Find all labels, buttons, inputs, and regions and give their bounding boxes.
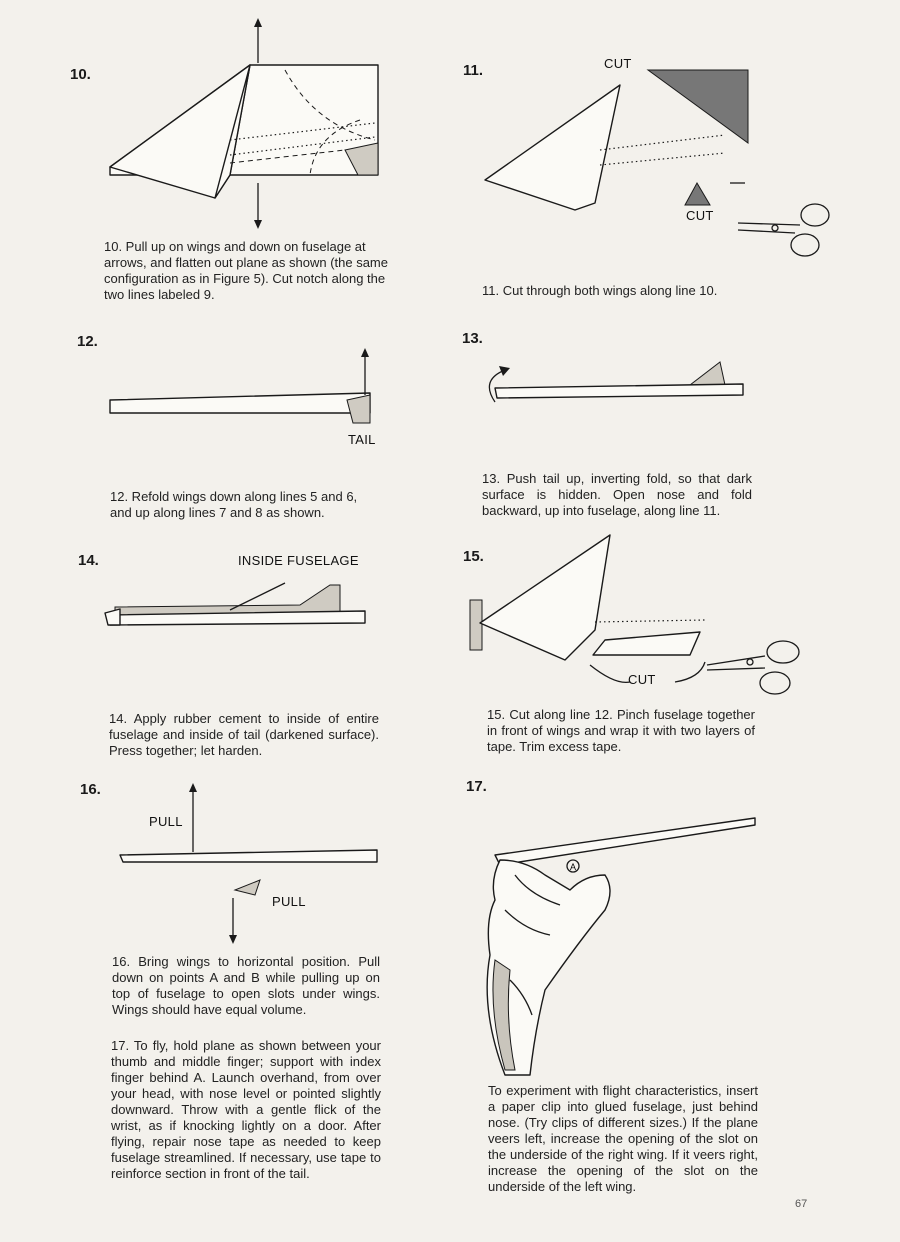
- step-10-number: 10.: [70, 66, 91, 83]
- step-12-tail-label: TAIL: [348, 432, 376, 447]
- step-12-figure: [95, 345, 395, 465]
- step-16-pull-label-top: PULL: [149, 814, 183, 829]
- step-16-figure: [115, 780, 390, 950]
- step-15-number: 15.: [463, 548, 484, 565]
- step-12-number: 12.: [77, 333, 98, 350]
- step-14-number: 14.: [78, 552, 99, 569]
- step-15-figure: [465, 530, 810, 700]
- step-11-cut-label-top: CUT: [604, 56, 632, 71]
- step-12-caption: 12. Refold wings down along lines 5 and 6, and up along lines 7 and 8 as shown.: [110, 489, 358, 520]
- experiment-note: To experiment with flight characteristics, insert a paper clip into glued fuselage, just behind nose. (Try clips of different sizes.) If the plane veers left, increase the opening of the slot on the underside of the right wing. If it veers right, increase the opening of the slot on the underside of the left wing.: [488, 1083, 758, 1194]
- scissors-icon: [707, 641, 799, 694]
- step-17-figure: [470, 780, 765, 1080]
- point-a-label: A: [569, 862, 577, 872]
- scissors-icon: [738, 204, 829, 256]
- page-number: 67: [795, 1198, 808, 1210]
- step-11-caption: 11. Cut through both wings along line 10.: [482, 283, 718, 298]
- step-13-caption: 13. Push tail up, inverting fold, so that dark surface is hidden. Open nose and fold backward, up into fuselage, along line 11.: [482, 471, 752, 518]
- step-11-cut-label-bottom: CUT: [686, 208, 714, 223]
- step-10-figure: [100, 15, 390, 230]
- step-14-figure: [100, 565, 375, 680]
- step-14-caption: 14. Apply rubber cement to inside of entire fuselage and inside of tail (darkened surface). Press together; let harden.: [109, 711, 379, 758]
- step-13-figure: [475, 340, 765, 460]
- step-16-pull-label-bottom: PULL: [272, 894, 306, 909]
- step-15-cut-label: CUT: [628, 672, 656, 687]
- step-17-number: 17.: [466, 778, 487, 795]
- step-16-number: 16.: [80, 781, 101, 798]
- step-13-number: 13.: [462, 330, 483, 347]
- step-17-caption: 17. To fly, hold plane as shown between your thumb and middle finger; support with index finger behind A. Launch overhand, from over your head, with nose level or pointed slightly downward. Throw with a gentle flick of the wrist, as if knocking lightly on a door. After flying, repair nose tape as needed to keep fuselage streamlined. If necessary, use tape to reinforce section in front of the tail.: [111, 1038, 381, 1181]
- step-15-caption: 15. Cut along line 12. Pinch fuselage together in front of wings and wrap it with two layers of tape. Trim excess tape.: [487, 707, 755, 754]
- step-11-figure: [480, 65, 840, 265]
- step-14-inside-fuselage-label: INSIDE FUSELAGE: [238, 553, 359, 568]
- step-11-number: 11.: [463, 62, 484, 79]
- step-16-caption: 16. Bring wings to horizontal position. Pull down on points A and B while pulling up on top of fuselage to open slots under wings. Wings should have equal volume.: [112, 954, 380, 1017]
- step-10-caption: 10. Pull up on wings and down on fuselage at arrows, and flatten out plane as shown (the same configuration as in Figure 5). Cut notch along the two lines labeled 9.: [104, 239, 388, 302]
